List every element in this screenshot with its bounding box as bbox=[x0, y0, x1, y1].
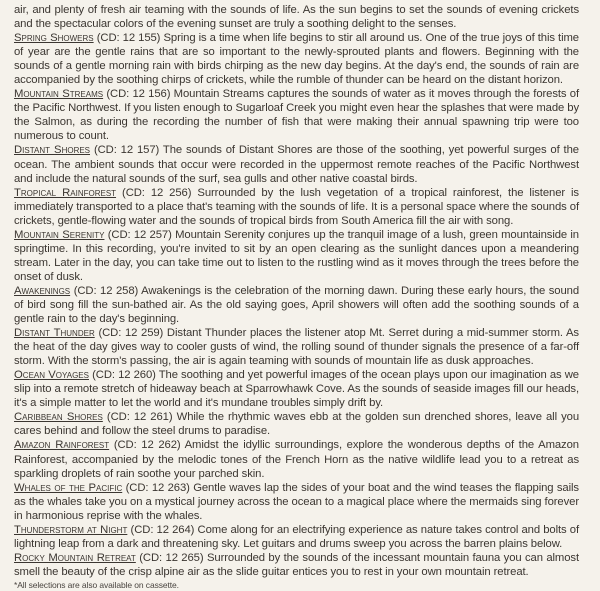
catalog-number: (CD: 12 258) bbox=[73, 284, 139, 297]
album-list bbox=[14, 31, 579, 579]
album-description: The soothing and yet powerful images of the ocean plays upon our imagination as we slip into a remote stretch of hideaway beach at Sparrowhawk Cove. As the sounds of seaside images fill our heads, it's a simple matter to let the world and it's mundane troubles simply drift by. bbox=[14, 369, 579, 410]
album-title: Ocean Voyages bbox=[14, 369, 89, 382]
intro-paragraph: air, and plenty of fresh air teaming with the sounds of life. As the sun begins to set the sounds of evening crickets and the spectacular colors of the evening sunset are truly a soothing delight to the senses. bbox=[14, 4, 579, 31]
album-entry bbox=[14, 481, 579, 523]
album-description: Mountain Serenity conjures up the tranquil image of a lush, green mountainside in springtime. In this recording, you're invited to sit by an open clearing as the sunlight dances upon a meandering stream. Later in the day, you can take time out to listen to the rustling wind as it moves through the trees before the onset of dusk. bbox=[14, 228, 579, 283]
album-description: Distant Thunder places the listener atop Mt. Serret during a mid-summer storm. As the heat of the day gives way to cooler gusts of wind, the rolling sound of thunder signals the presence of a far-off storm. With the storm's passing, the air is again teaming with sounds of mountain life as dusk approaches. bbox=[14, 327, 579, 368]
album-entry bbox=[14, 410, 579, 438]
document-page bbox=[14, 3, 579, 591]
album-entry bbox=[14, 143, 579, 185]
album-description: Surrounded by the lush vegetation of a tropical rainforest, the listener is immediately transported to a place that's teaming with the sounds of life. It is a personal space where the sounds of crickets, gentle-flowing water and the sounds of tropical birds from South America fill the air with song. bbox=[14, 186, 579, 227]
album-entry bbox=[14, 551, 579, 579]
album-title: Tropical Rainforest bbox=[14, 186, 117, 199]
album-entry bbox=[14, 438, 579, 480]
album-description: While the rhythmic waves ebb at the golden sun drenched shores, leave all you cares behind and follow the steel drums to paradise. bbox=[14, 411, 579, 438]
album-entry bbox=[14, 87, 579, 143]
catalog-number: (CD: 12 262) bbox=[113, 439, 181, 452]
album-title: Distant Shores bbox=[14, 144, 91, 157]
album-entry bbox=[14, 31, 579, 87]
album-entry bbox=[14, 186, 579, 228]
catalog-number: (CD: 12 257) bbox=[107, 228, 172, 241]
album-entry bbox=[14, 523, 579, 551]
album-description: The sounds of Distant Shores are those of the soothing, yet powerful surges of the ocean. The ambient sounds that occur were recorded in the uppermost remote reaches of the Pacific Northwest and include the natural sounds of the surf, sea gulls and other native coastal birds. bbox=[14, 144, 579, 185]
catalog-number: (CD: 12 256) bbox=[122, 186, 192, 199]
catalog-number: (CD: 12 155) bbox=[96, 32, 161, 45]
album-entry bbox=[14, 326, 579, 368]
album-title: Spring Showers bbox=[14, 32, 94, 45]
catalog-number: (CD: 12 156) bbox=[106, 88, 171, 101]
album-entry bbox=[14, 368, 579, 410]
album-description: Spring is a time when life begins to stir all around us. One of the true joys of this time of year are the gentle rains that are so important to the newly-sprouted plants and flowers. Beginning with the sounds of a gentle morning rain with birds chirping as the new day begins. At the day's end, the sounds of rain are accompanied by the soothing chirps of crickets, while the rumble of thunder can be heard on the distant horizon. bbox=[14, 32, 579, 87]
catalog-number: (CD: 12 265) bbox=[139, 551, 204, 564]
catalog-number: (CD: 12 157) bbox=[93, 144, 160, 157]
album-entry bbox=[14, 228, 579, 284]
album-entry bbox=[14, 284, 579, 326]
catalog-number: (CD: 12 260) bbox=[92, 369, 156, 382]
catalog-number: (CD: 12 259) bbox=[98, 327, 164, 340]
catalog-number: (CD: 12 263) bbox=[125, 481, 190, 494]
footnote: *All selections are also available on cassette. bbox=[14, 579, 179, 590]
album-description: Mountain Streams captures the sounds of water as it moves through the forests of the Pacific Northwest. If you listen enough to Sugarloaf Creek you might even hear the splashes that were made by the Salmon, as during the recording the number of fish that were making their annual spawning trip were too numerous to count. bbox=[14, 88, 579, 143]
album-description: Amidst the idyllic surroundings, explore the wonderous depths of the Amazon Rainforest, accompanied by the melodic tones of the French Horn as the native wildlife lead you to a retreat as sparkling droplets of rain soothe your parched skin. bbox=[14, 439, 579, 480]
album-title: Amazon Rainforest bbox=[14, 439, 110, 452]
album-title: Caribbean Shores bbox=[14, 411, 103, 424]
album-description: Come along for an electrifying experience as nature takes control and bolts of lightning leap from a dark and threatening sky. Let guitars and drums sweep you across the barren plains below. bbox=[14, 523, 579, 550]
album-title: Whales of the Pacific bbox=[14, 481, 123, 494]
album-title: Awakenings bbox=[14, 284, 71, 297]
album-description: Surrounded by the sounds of the incessant mountain fauna you can almost smell the beauty of the crisp alpine air as the slide guitar entices you to rest in your own mountain retreat. bbox=[14, 551, 580, 578]
album-title: Distant Thunder bbox=[14, 327, 95, 340]
album-title: Mountain Serenity bbox=[14, 228, 105, 241]
catalog-number: (CD: 12 264) bbox=[130, 523, 195, 536]
catalog-number: (CD: 12 261) bbox=[106, 411, 173, 424]
album-title: Thunderstorm at Night bbox=[14, 523, 128, 536]
album-description: Gentle waves lap the sides of your boat and the wind teases the flapping sails as the whales take you on a mystical journey across the ocean to a magical place where the mermaids sing forever in harmonious reprise with the whales. bbox=[14, 481, 579, 522]
album-description: Awakenings is the celebration of the morning dawn. During these early hours, the sound of bird song fill the sun-bathed air. As the old saying goes, April showers will often add the soothing sounds of a gentle rain to the day's beginning. bbox=[14, 284, 579, 326]
album-title: Mountain Streams bbox=[14, 88, 104, 101]
album-title: Rocky Mountain Retreat bbox=[14, 551, 136, 564]
